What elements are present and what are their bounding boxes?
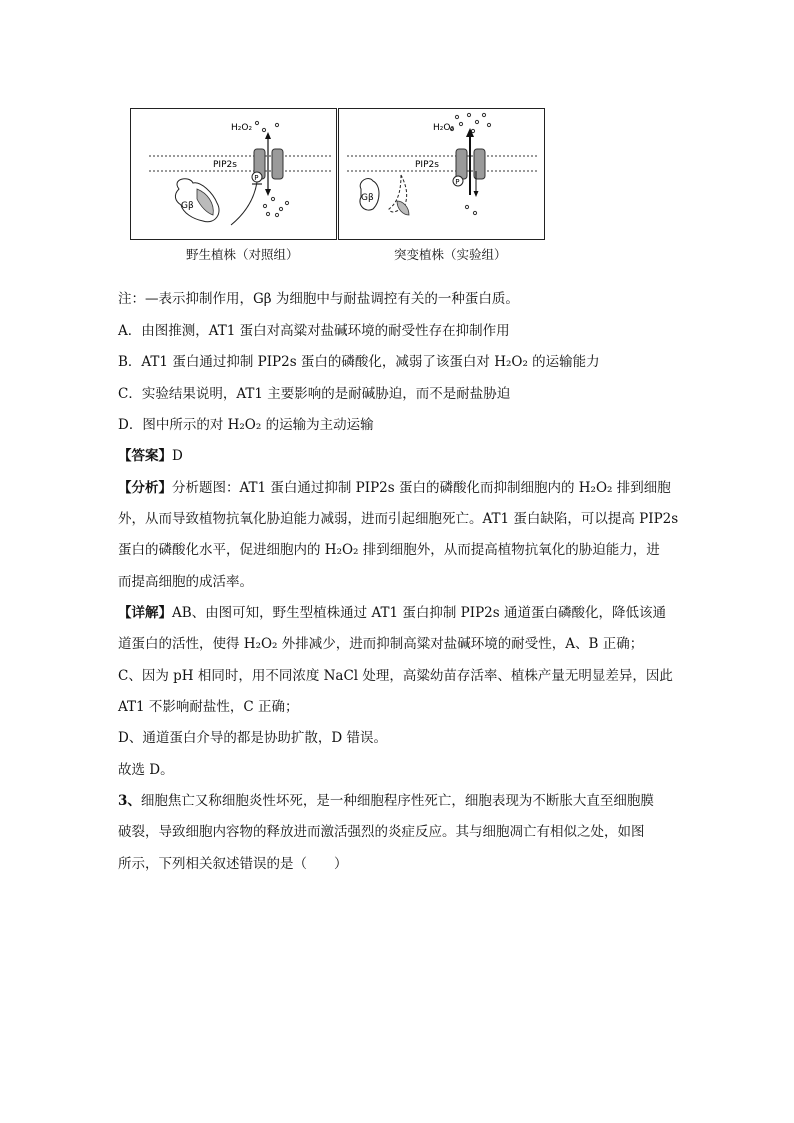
answer-tag: 【答案】 [118,448,172,464]
detail-line-1 [118,604,666,622]
wild-type-caption: 野生植株（对照组） [186,247,299,262]
question-3-line-3: 所示，下列相关叙述错误的是（ ） [118,856,348,872]
question-3-number: 3、 [118,793,141,809]
analysis-line-3: 蛋白的磷酸化水平，促进细胞内的 H₂O₂ 排到细胞外，从而提高植物抗氧化的胁迫能力，进 [118,542,660,558]
conclusion-line: 故选 D。 [118,762,174,778]
analysis-text-1: 分析题图：AT1 蛋白通过抑制 PIP2s 蛋白的磷酸化而抑制细胞内的 H₂O₂ 排到细胞 [172,480,671,496]
wild-type-diagram [131,109,336,239]
detail-line-2: 道蛋白的活性，使得 H₂O₂ 外排减少，进而抑制高粱对盐碱环境的耐受性，A、B 正确； [118,636,644,652]
mutant-diagram [339,109,544,239]
figure-note: 注：—表示抑制作用，Gβ 为细胞中与耐盐调控有关的一种蛋白质。 [118,291,519,307]
phosphate-label: P [254,174,259,182]
question-3-text-1: 细胞焦亡又称细胞炎性坏死，是一种细胞程序性死亡，细胞表现为不断胀大直至细胞膜 [140,793,654,809]
analysis-tag: 【分析】 [118,480,172,496]
h2o2-label: H₂O₂ [231,123,253,133]
analysis-line-4: 而提高细胞的成活率。 [118,574,253,590]
detail-line-3: C、因为 pH 相同时，用不同浓度 NaCl 处理，高粱幼苗存活率、植株产量无明显差异，因此 [118,668,673,684]
pip2s-label: PIP2s [415,160,439,170]
analysis-line-1 [118,479,671,497]
answer-line [118,447,183,465]
answer-value: D [172,448,183,464]
h2o2-label: H₂O₂ [433,123,455,133]
question-3-line-1 [118,792,654,810]
detail-line-4: AT1 不影响耐盐性，C 正确； [118,699,299,715]
analysis-line-2: 外，从而导致植物抗氧化胁迫能力减弱，进而引起细胞死亡。AT1 蛋白缺陷，可以提高 PIP2s [118,511,679,527]
detail-tag: 【详解】 [118,605,172,621]
option-c: C．实验结果说明，AT1 主要影响的是耐碱胁迫，而不是耐盐胁迫 [118,386,511,402]
option-a: A．由图推测，AT1 蛋白对高粱对盐碱环境的耐受性存在抑制作用 [118,323,510,339]
mutant-caption: 突变植株（实验组） [394,247,507,262]
question-3-line-2: 破裂，导致细胞内容物的释放进而激活强烈的炎症反应。其与细胞凋亡有相似之处，如图 [118,824,645,840]
mutant-panel [338,108,545,240]
gbeta-label: Gβ [181,201,194,211]
option-d: D．图中所示的对 H₂O₂ 的运输为主动运输 [118,417,374,433]
phosphate-label: P [455,178,460,186]
gbeta-label: Gβ [361,193,374,203]
detail-text-1: AB、由图可知，野生型植株通过 AT1 蛋白抑制 PIP2s 通道蛋白磷酸化，降低该通 [172,605,666,621]
wild-type-panel [130,108,337,240]
detail-line-5: D、通道蛋白介导的都是协助扩散，D 错误。 [118,730,387,746]
pip2s-label: PIP2s [213,160,237,170]
option-b: B．AT1 蛋白通过抑制 PIP2s 蛋白的磷酸化，减弱了该蛋白对 H₂O₂ 的运输能力 [118,354,600,370]
